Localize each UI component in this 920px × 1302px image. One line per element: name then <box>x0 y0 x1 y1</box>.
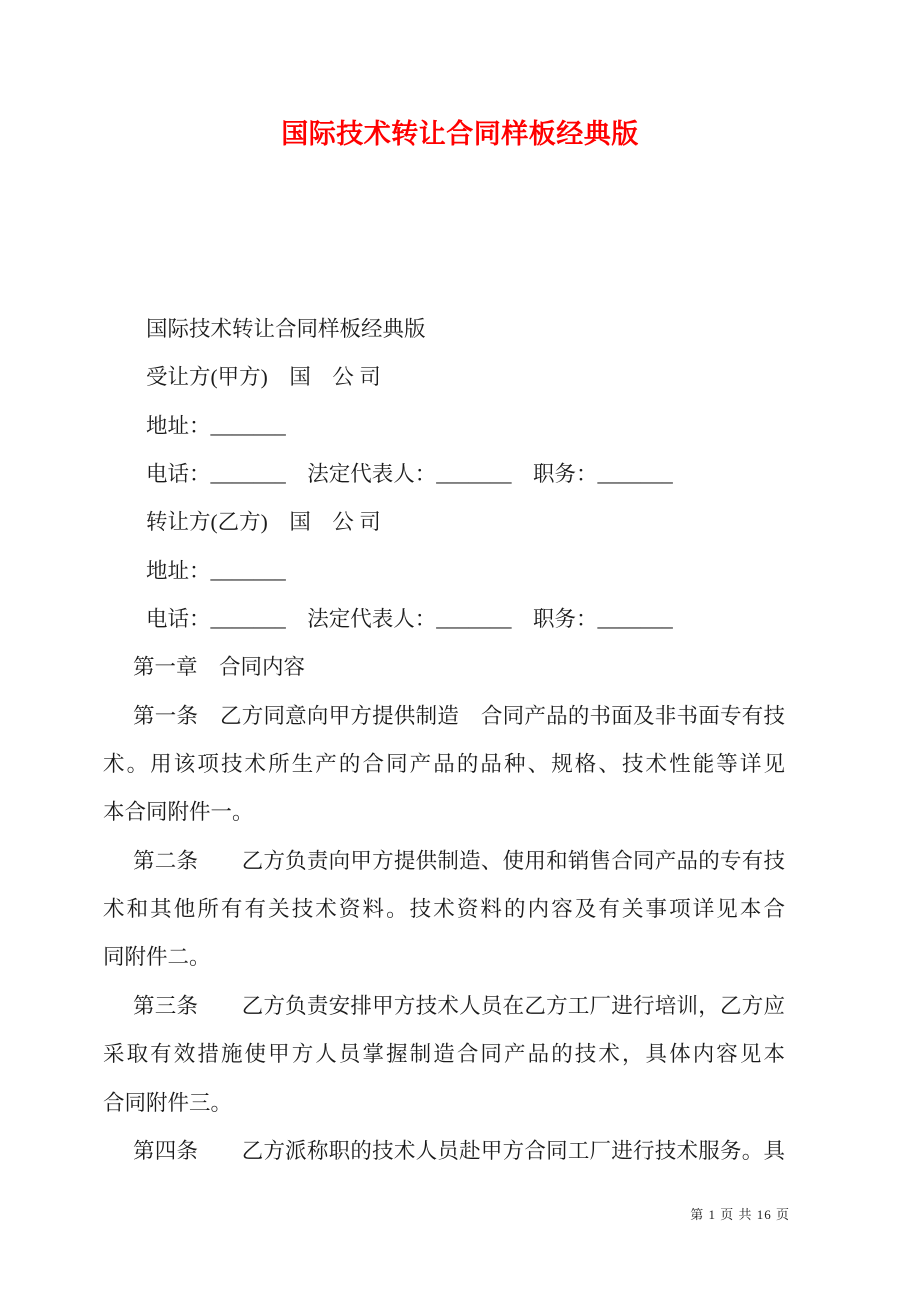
doc-line: 术和其他所有有关技术资料。技术资料的内容及有关事项详见本合 <box>103 897 785 922</box>
doc-line: 合同附件三。 <box>103 1090 233 1115</box>
doc-line-heading: 国际技术转让合同样板经典版 <box>146 317 426 341</box>
doc-line: 术。用该项技术所生产的合同产品的品种、规格、技术性能等详见 <box>103 752 785 777</box>
doc-line: 同附件二。 <box>103 945 211 970</box>
doc-line-phone-b: 电话：_______ 法定代表人：_______ 职务：_______ <box>146 607 673 632</box>
doc-line-article-3: 第三条 乙方负责安排甲方技术人员在乙方工厂进行培训，乙方应 <box>133 993 785 1018</box>
doc-line-article-1: 第一条 乙方同意向甲方提供制造 合同产品的书面及非书面专有技 <box>133 703 785 728</box>
doc-line-party-a: 受让方(甲方) 国 公 司 <box>146 365 381 390</box>
document-body <box>103 305 785 1175</box>
doc-line-article-4: 第四条 乙方派称职的技术人员赴甲方合同工厂进行技术服务。具 <box>133 1138 785 1163</box>
doc-line-address-a: 地址：_______ <box>146 413 286 438</box>
doc-line-party-b: 转让方(乙方) 国 公 司 <box>146 510 381 535</box>
page-footer <box>690 1206 790 1224</box>
doc-line: 本合同附件一。 <box>103 800 254 825</box>
doc-line-address-b: 地址：_______ <box>146 558 286 583</box>
page-number-text: 第 1 页 共 16 页 <box>690 1207 790 1222</box>
doc-line-chapter-1: 第一章 合同内容 <box>133 655 306 680</box>
doc-line: 采取有效措施使甲方人员掌握制造合同产品的技术，具体内容见本 <box>103 1042 785 1067</box>
doc-line-phone-a: 电话：_______ 法定代表人：_______ 职务：_______ <box>146 462 673 487</box>
document-title: 国际技术转让合同样板经典版 <box>281 119 639 149</box>
doc-line-article-2: 第二条 乙方负责向甲方提供制造、使用和销售合同产品的专有技 <box>133 848 785 873</box>
